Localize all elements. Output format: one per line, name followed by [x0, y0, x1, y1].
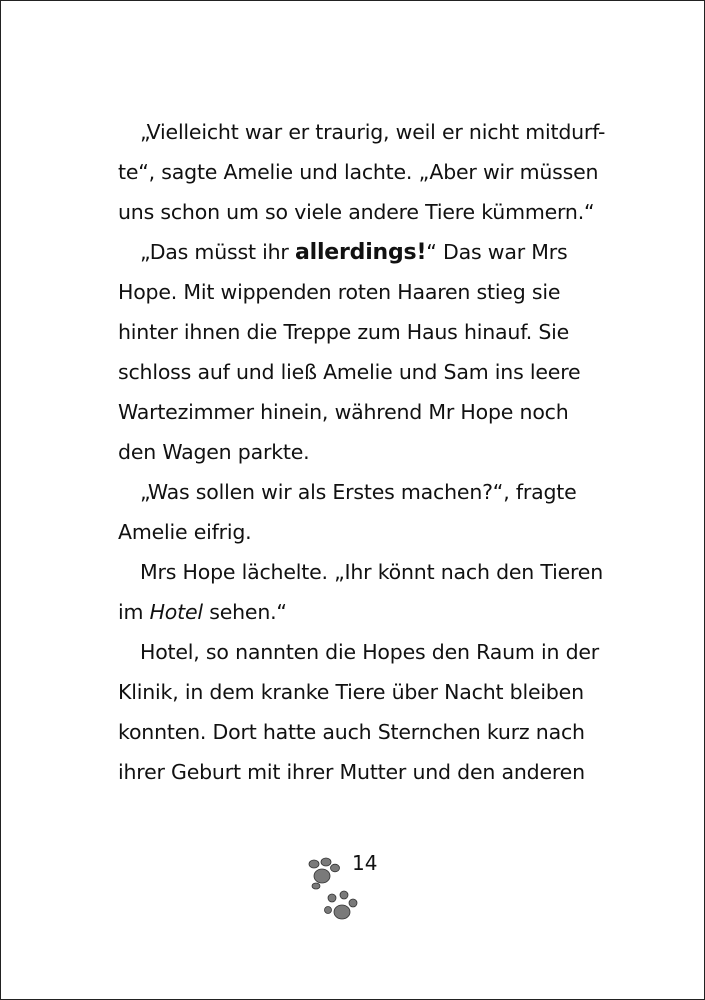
text-line [140, 238, 567, 267]
paw-print-icon [304, 856, 350, 890]
paw-print-icon [322, 890, 362, 924]
text-line: ihrer Geburt mit ihrer Mutter und den anderen [118, 760, 585, 784]
text-line: uns schon um so viele andere Tiere kümmern.“ [118, 200, 595, 224]
text-line: te“, sagte Amelie und lachte. „Aber wir müssen [118, 160, 599, 184]
text-line [118, 598, 287, 626]
emphasis-bold: allerdings! [294, 240, 427, 265]
text-line: hinter ihnen die Treppe zum Haus hinauf. Sie [118, 320, 570, 344]
text-line: „Was sollen wir als Erstes machen?“, fragte [140, 480, 577, 504]
text-line: Mrs Hope lächelte. „Ihr könnt nach den Tieren [140, 560, 604, 584]
text-span: im [118, 600, 150, 624]
text-span: “ Das war Mrs [426, 240, 568, 264]
page-number: 14 [352, 851, 378, 875]
text-line: Wartezimmer hinein, während Mr Hope noch [118, 400, 569, 424]
text-line: Klinik, in dem kranke Tiere über Nacht bleiben [118, 680, 584, 704]
text-line: den Wagen parkte. [118, 440, 310, 464]
text-line: konnten. Dort hatte auch Sternchen kurz nach [118, 720, 585, 744]
text-line: Amelie eifrig. [118, 520, 252, 544]
text-span: „Das müsst ihr [140, 240, 295, 264]
text-span: sehen.“ [202, 600, 287, 624]
emphasis-italic: Hotel [149, 600, 203, 624]
text-line: Hope. Mit wippenden roten Haaren stieg sie [118, 280, 561, 304]
text-line: schloss auf und ließ Amelie und Sam ins leere [118, 360, 581, 384]
text-line: „Vielleicht war er traurig, weil er nicht mitdurf- [140, 120, 606, 144]
text-line: Hotel, so nannten die Hopes den Raum in der [140, 640, 600, 664]
